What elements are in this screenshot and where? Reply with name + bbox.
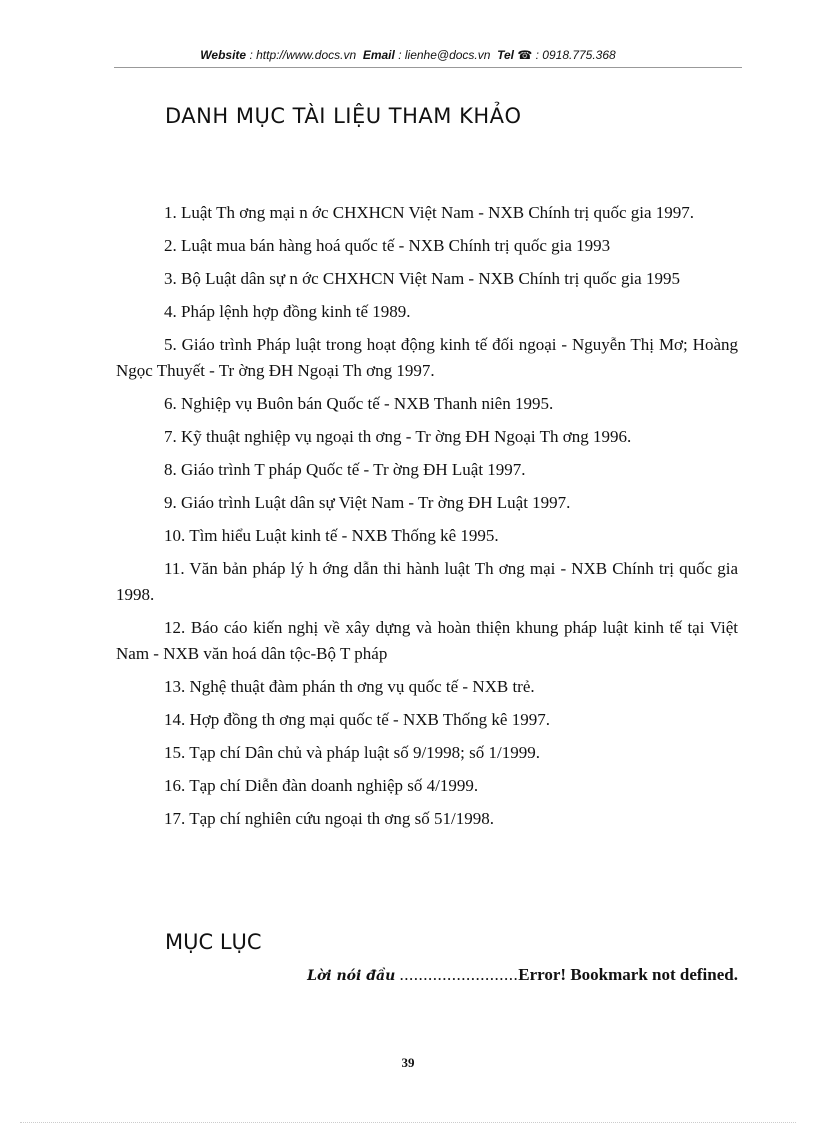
reference-item: 16. Tạp chí Diễn đàn doanh nghiệp số 4/1999. [164, 776, 479, 795]
toc-entry-error: Error! Bookmark not defined. [518, 965, 738, 984]
reference-item: 10. Tìm hiểu Luật kinh tế - NXB Thống kê 1995. [164, 526, 499, 545]
reference-item: 14. Hợp đồng th ơng mại quốc tế - NXB Thống kê 1997. [164, 710, 550, 729]
tel-label: Tel [497, 48, 514, 62]
reference-item: 8. Giáo trình T pháp Quốc tế - Tr ờng ĐH Luật 1997. [164, 460, 526, 479]
reference-item: 2. Luật mua bán hàng hoá quốc tế - NXB Chính trị quốc gia 1993 [164, 236, 611, 255]
email-address: : lienhe@docs.vn [398, 48, 491, 62]
reference-item: 5. Giáo trình Pháp luật trong hoạt động kinh tế đối ngoại - Nguyễn Thị Mơ; Hoàng Ngọc Thuyết - Tr ờng ĐH Ngoại Th ơng 1997. [116, 335, 738, 380]
reference-item: 4. Pháp lệnh hợp đồng kinh tế 1989. [164, 302, 411, 321]
reference-item: 15. Tạp chí Dân chủ và pháp luật số 9/1998; số 1/1999. [164, 743, 540, 762]
reference-item: 7. Kỹ thuật nghiệp vụ ngoại th ơng - Tr ờng ĐH Ngoại Th ơng 1996. [164, 427, 632, 446]
page-number: 39 [401, 1055, 415, 1070]
reference-item: 6. Nghiệp vụ Buôn bán Quốc tế - NXB Thanh niên 1995. [164, 394, 554, 413]
toc-entry-label: Lời nói đầu [307, 968, 396, 984]
reference-item: 1. Luật Th ơng mại n ớc CHXHCN Việt Nam - NXB Chính trị quốc gia 1997. [164, 203, 695, 222]
reference-item: 9. Giáo trình Luật dân sự Việt Nam - Tr ờng ĐH Luật 1997. [164, 493, 571, 512]
website-url: : http://www.docs.vn [249, 48, 357, 62]
reference-item: 17. Tạp chí nghiên cứu ngoại th ơng số 51/1998. [164, 809, 494, 828]
toc-entry[interactable] [260, 965, 738, 985]
header-divider [114, 67, 742, 68]
reference-list [116, 200, 738, 839]
toc-entry-leader: ......................... [399, 965, 519, 984]
reference-item: 3. Bộ Luật dân sự n ớc CHXHCN Việt Nam - NXB Chính trị quốc gia 1995 [164, 269, 680, 288]
reference-item: 13. Nghệ thuật đàm phán th ơng vụ quốc tế - NXB trẻ. [164, 677, 535, 696]
page-header [0, 48, 816, 62]
toc-title: MỤC LỤC [165, 930, 262, 954]
references-title: DANH MỤC TÀI LIỆU THAM KHẢO [165, 104, 522, 128]
tel-number: ☎ : 0918.775.368 [517, 48, 616, 62]
email-label: Email [362, 48, 395, 62]
reference-item: 11. Văn bản pháp lý h ớng dẫn thi hành luật Th ơng mại - NXB Chính trị quốc gia 1998. [116, 559, 738, 604]
website-label: Website [200, 48, 247, 62]
reference-item: 12. Báo cáo kiến nghị về xây dựng và hoàn thiện khung pháp luật kinh tế tại Việt Nam - NXB văn hoá dân tộc-Bộ T pháp [116, 618, 738, 663]
